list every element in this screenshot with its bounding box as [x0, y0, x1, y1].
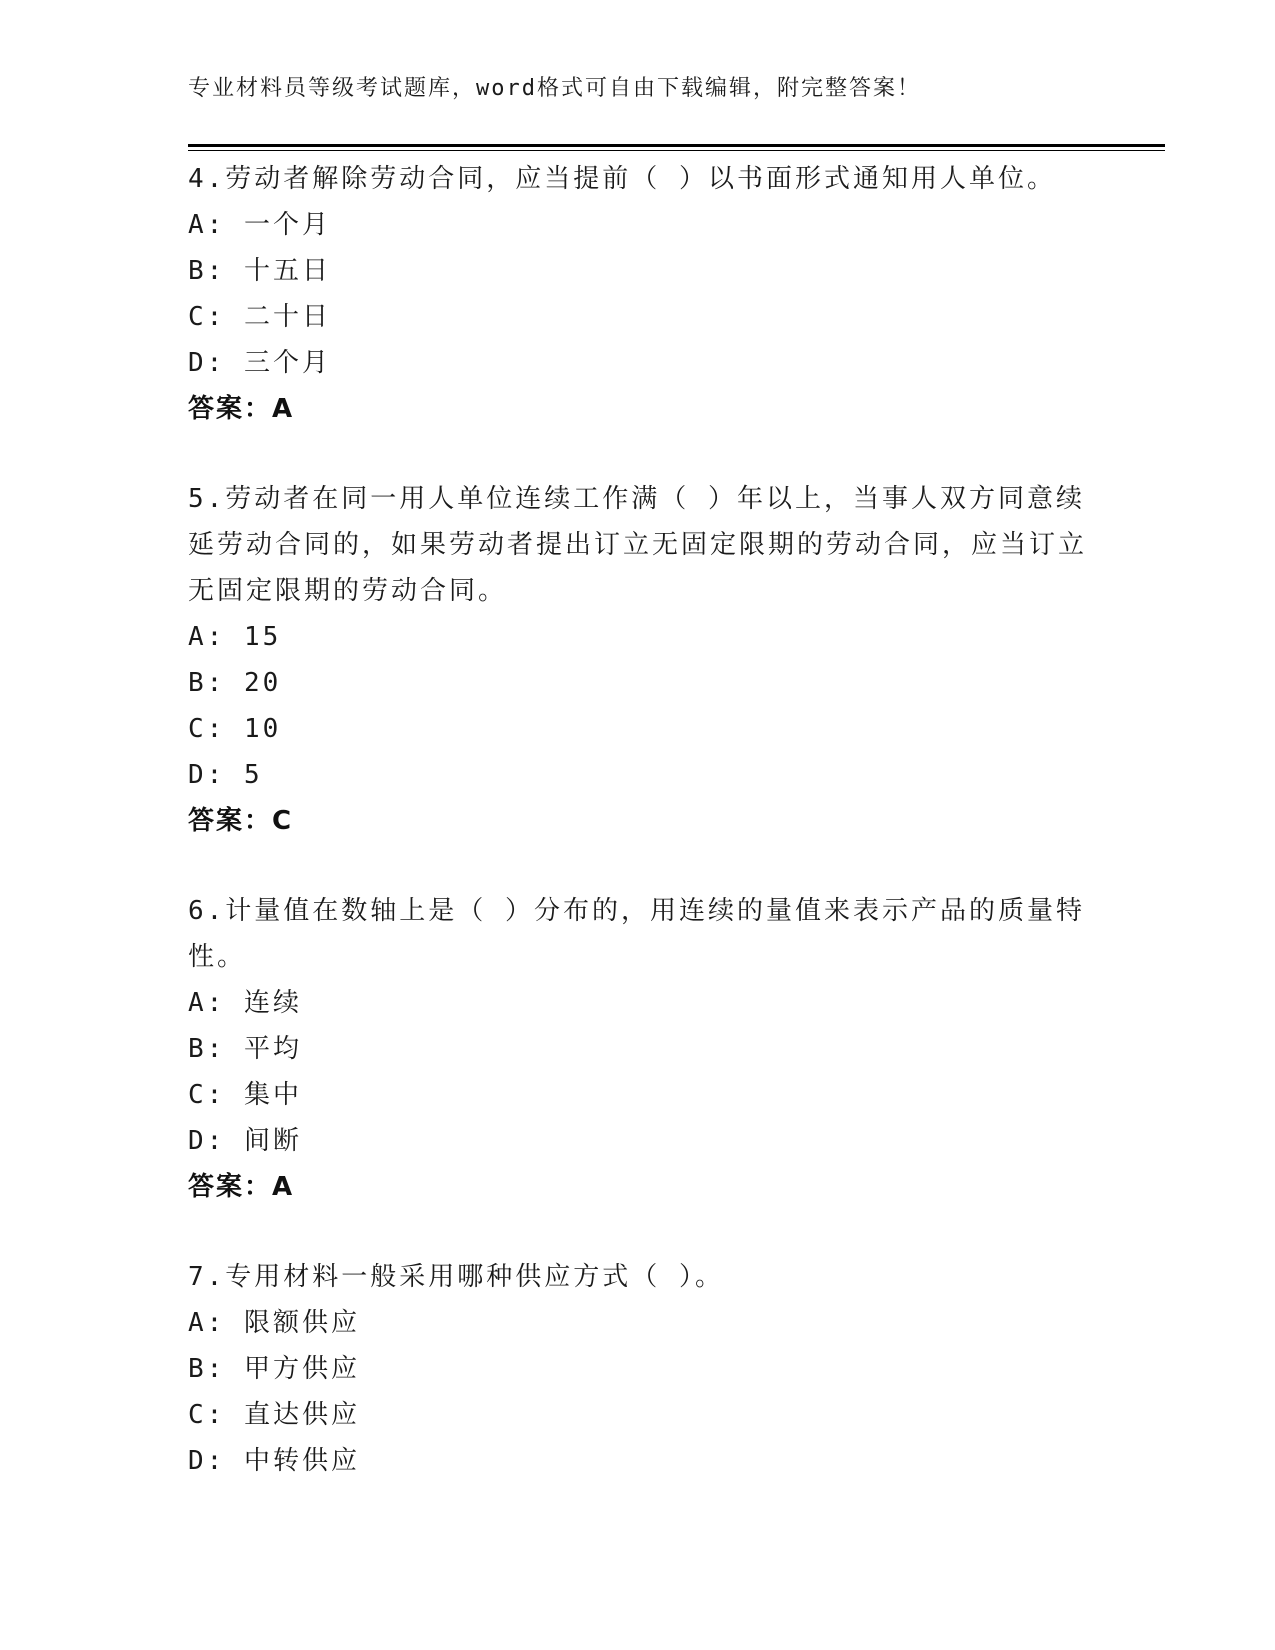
option-b: B: 20 — [188, 668, 282, 698]
option-d: D: 间断 — [188, 1126, 302, 1156]
answer-line: 答案：A — [188, 1172, 295, 1202]
question-stem: 7.专用材料一般采用哪种供应方式（ ）。 — [188, 1262, 724, 1292]
option-c: C: 直达供应 — [188, 1400, 360, 1430]
question-6 — [188, 888, 1088, 1210]
question-stem: 5.劳动者在同一用人单位连续工作满（ ）年以上，当事人双方同意续延劳动合同的，如果劳动者提出订立无固定限期的劳动合同，应当订立无固定限期的劳动合同。 — [188, 484, 1088, 606]
answer-line: 答案：C — [188, 806, 294, 836]
option-c: C: 二十日 — [188, 302, 331, 332]
option-d: D: 5 — [188, 760, 263, 790]
option-b: B: 甲方供应 — [188, 1354, 360, 1384]
question-4 — [188, 156, 1088, 432]
option-b: B: 十五日 — [188, 256, 331, 286]
question-5 — [188, 476, 1088, 844]
option-a: A: 连续 — [188, 988, 302, 1018]
option-b: B: 平均 — [188, 1034, 302, 1064]
header-rule-thin — [188, 150, 1165, 151]
option-a: A: 15 — [188, 622, 282, 652]
option-a: A: 一个月 — [188, 210, 331, 240]
option-d: D: 三个月 — [188, 348, 331, 378]
question-stem: 6.计量值在数轴上是（ ）分布的，用连续的量值来表示产品的质量特性。 — [188, 896, 1085, 972]
option-d: D: 中转供应 — [188, 1446, 360, 1476]
question-list — [188, 156, 1088, 1528]
question-stem: 4.劳动者解除劳动合同，应当提前（ ）以书面形式通知用人单位。 — [188, 164, 1056, 194]
option-c: C: 集中 — [188, 1080, 302, 1110]
header-rule-thick — [188, 144, 1165, 147]
question-7 — [188, 1254, 1088, 1484]
option-a: A: 限额供应 — [188, 1308, 360, 1338]
answer-line: 答案：A — [188, 394, 295, 424]
page-header: 专业材料员等级考试题库，word格式可自由下载编辑，附完整答案！ — [188, 76, 921, 101]
option-c: C: 10 — [188, 714, 282, 744]
